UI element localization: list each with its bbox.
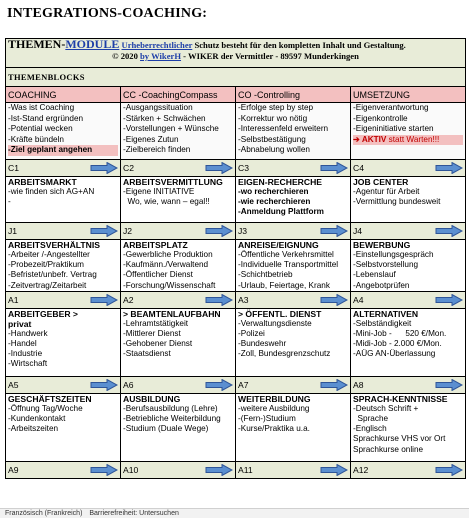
topic-line: -Handel (8, 339, 37, 349)
topic-heading: BEWERBUNG (353, 240, 411, 250)
topic-heading: EIGEN-RECHERCHE (238, 177, 323, 187)
topic-cell (6, 308, 121, 376)
topic-heading: AUSBILDUNG (123, 393, 181, 404)
topic-line: -Befristet/unbefr. Vertrag (8, 270, 97, 280)
category-title: CC -CoachingCompass (121, 87, 236, 103)
topic-line: Wo, wie, wann – egal!! (123, 197, 210, 207)
topic-line: -Einstellungsgespräch (353, 250, 434, 259)
topic-line: -wie recherchieren (238, 197, 311, 207)
topic-line: -(Fern-)Studium (238, 414, 296, 424)
topic-line: -Gehobener Dienst (123, 339, 193, 349)
topic-line: -Industrie (8, 349, 43, 359)
topic-line: -Wirtschaft (8, 359, 48, 369)
topic-line: -Selbständigkeit (353, 318, 412, 328)
code-label: A2 (123, 294, 134, 305)
topic-cell (236, 308, 351, 376)
code-arrow-cell (6, 461, 121, 478)
topic-line: -Mini-Job - 520 €/Mon. (353, 329, 447, 339)
arrow-right-icon (90, 225, 118, 237)
code-arrow-cell (6, 223, 121, 240)
code-arrow-cell (236, 223, 351, 240)
topic-heading: ARBEITSMARKT (8, 177, 77, 187)
arrow-right-icon (205, 294, 233, 306)
topic-line: -wo recherchieren (238, 187, 309, 196)
document-title: INTEGRATIONS-COACHING: (7, 6, 208, 21)
topic-line: -Eigene INITIATIVE (123, 187, 195, 196)
topic-line: -Vermittlung bundesweit (353, 197, 441, 207)
topic-heading: JOB CENTER (353, 177, 409, 187)
topic-line: -Schichtbetrieb (238, 270, 293, 280)
code-arrow-cell (236, 376, 351, 393)
arrow-right-icon (205, 464, 233, 476)
topic-line: -Betriebliche Weiterbildung (123, 414, 221, 424)
topic-line: -Kundenkontakt (8, 414, 66, 424)
code-label: A6 (123, 379, 134, 390)
arrow-right-icon (90, 464, 118, 476)
topic-cell (121, 177, 236, 223)
code-label: J2 (123, 226, 133, 236)
topic-line: -Staatsdienst (123, 349, 171, 359)
category-body: -Ausgangssituation -Stärken + Schwächen -Vorstellungen + Wünsche -Eigenes Zutun -Zielbereich finden (121, 103, 236, 160)
category-title: COACHING (6, 87, 121, 103)
topic-cell (236, 393, 351, 461)
topic-cell (6, 240, 121, 292)
topic-line: -Agentur für Arbeit (353, 187, 420, 196)
arrow-right-icon (205, 225, 233, 237)
topic-cell (236, 240, 351, 292)
category-title: CO -Controlling (236, 87, 351, 103)
code-label: J4 (353, 226, 363, 236)
category-body: -Eigenverantwortung -Eigenkontrolle -Eigeninitiative starten ➔ AKTIV statt Warten!!! (351, 103, 466, 160)
topic-cell (351, 240, 466, 292)
topic-heading: GESCHÄFTSZEITEN (8, 393, 92, 404)
themen-table (5, 38, 466, 479)
topic-heading: SPRACH-KENNTNISSE (353, 393, 448, 404)
code-arrow-cell (121, 291, 236, 308)
code-arrow-cell (236, 160, 351, 177)
topic-cell (351, 308, 466, 376)
language-status[interactable]: Französisch (Frankreich) (5, 510, 83, 517)
topic-heading: ARBEITGEBER > (8, 308, 78, 319)
code-label: C3 (238, 163, 249, 173)
topic-line: -wie finden sich AG+AN (8, 187, 95, 196)
table-header-cell (6, 39, 466, 68)
topic-heading: ARBEITSVERMITTLUNG (123, 177, 223, 187)
arrow-right-icon (320, 294, 348, 306)
code-arrow-cell (6, 376, 121, 393)
topic-cell (121, 308, 236, 376)
topic-line: -Bundeswehr (238, 339, 287, 349)
code-label: C1 (8, 163, 19, 173)
code-arrow-cell (351, 291, 466, 308)
arrow-right-icon (90, 379, 118, 391)
code-label: J3 (238, 226, 248, 236)
topic-line: -Verwaltungsdienste (238, 318, 312, 328)
code-label: A5 (8, 379, 19, 390)
arrow-right-icon (320, 464, 348, 476)
code-arrow-cell (351, 223, 466, 240)
topic-line: -Öffentliche Verkehrsmittel (238, 250, 334, 259)
highlight-text: ➔ AKTIV statt Warten!!! (353, 135, 463, 146)
themenblocks-label: THEMENBLOCKS (6, 68, 466, 87)
code-label: A9 (8, 464, 19, 475)
topic-line: -Individuelle Transportmittel (238, 260, 339, 270)
topic-line: -weitere Ausbildung (238, 403, 310, 413)
topic-heading: ANREISE/EIGNUNG (238, 240, 319, 250)
topic-line: -Midi-Job - 2.000 €/Mon. (353, 339, 442, 349)
topic-heading: > ÖFFENTL. DIENST (238, 308, 322, 319)
topic-heading: ARBEITSVERHÄLTNIS (8, 240, 100, 250)
topic-line: -Lehramtstätigkeit (123, 318, 189, 328)
topic-line: -Arbeitszeiten (8, 424, 59, 434)
code-label: A11 (238, 464, 253, 475)
topic-cell (6, 177, 121, 223)
topic-cell (6, 393, 121, 461)
code-arrow-cell (351, 461, 466, 478)
arrow-right-icon (435, 294, 463, 306)
code-label: C2 (123, 163, 134, 173)
topic-line: -Handwerk (8, 328, 48, 338)
code-arrow-cell (121, 376, 236, 393)
topic-line: Sprachkurse VHS vor Ort (353, 434, 446, 444)
category-body: -Was ist Coaching -Ist-Stand ergründen -Potential wecken -Kräfte bündeln -Ziel geplant angehen (6, 103, 121, 160)
topic-line: -Öffnung Tag/Woche (8, 403, 83, 413)
topic-heading: > BEAMTENLAUFBAHN (123, 308, 221, 319)
topic-line: - (8, 197, 11, 207)
topic-line: -Zoll, Bundesgrenzschutz (238, 349, 331, 359)
accessibility-status[interactable]: Barrierefreiheit: Untersuchen (89, 510, 179, 517)
arrow-right-icon (320, 162, 348, 174)
topic-heading: WEITERBILDUNG (238, 393, 311, 404)
code-arrow-cell (236, 461, 351, 478)
code-label: A4 (353, 294, 364, 305)
topic-line: -AÜG AN-Überlassung (353, 349, 436, 359)
topic-cell (351, 393, 466, 461)
code-label: A8 (353, 379, 364, 390)
topic-line: -Gewerbliche Produktion (123, 250, 213, 259)
arrow-right-icon (205, 162, 233, 174)
code-arrow-cell (121, 160, 236, 177)
arrow-right-icon (90, 294, 118, 306)
topic-line: -Zeitvertrag/Zeitarbeit (8, 280, 87, 290)
topic-line: Sprachkurse online (353, 444, 424, 454)
arrow-right-icon (205, 379, 233, 391)
topic-line: -Englisch (353, 424, 387, 434)
topic-line: Sprache (353, 414, 389, 424)
topic-line: -Studium (Duale Wege) (123, 424, 209, 434)
topic-cell (121, 393, 236, 461)
topic-cell (236, 177, 351, 223)
category-title: UMSETZUNG (351, 87, 466, 103)
arrow-right-icon (435, 464, 463, 476)
topic-heading: ARBEITSPLATZ (123, 240, 188, 250)
topic-heading-2: privat (8, 318, 32, 329)
topic-line: -Selbstvorstellung (353, 260, 419, 270)
topic-line: -Lebenslauf (353, 270, 396, 280)
code-label: A12 (353, 464, 369, 475)
highlight-text: -Ziel geplant angehen (8, 145, 118, 156)
topic-line: -Kurse/Praktika u.a. (238, 424, 310, 434)
code-arrow-cell (236, 291, 351, 308)
code-label: J1 (8, 226, 18, 236)
code-arrow-cell (121, 223, 236, 240)
topic-line: -Forschung/Wissenschaft (123, 280, 216, 290)
header-line-2: © 2020 by WikerH - WIKER der Vermittler - 89597 Munderkingen (112, 51, 359, 61)
topic-line: -Anmeldung Plattform (238, 207, 324, 217)
code-label: A3 (238, 294, 249, 305)
topic-line: -Deutsch Schrift + (353, 403, 419, 413)
code-label: A10 (123, 464, 139, 475)
topic-line: -Öffentlicher Dienst (123, 270, 193, 280)
arrow-right-icon (90, 162, 118, 174)
topic-line: -Polizei (238, 329, 265, 339)
arrow-right-icon (435, 225, 463, 237)
topic-line: -Urlaub, Feiertage, Krank (238, 280, 330, 290)
topic-line: -Kaufmänn./Verwaltend (123, 260, 209, 270)
arrow-right-icon (320, 225, 348, 237)
topic-line: -Mittlerer Dienst (123, 329, 181, 339)
code-arrow-cell (121, 461, 236, 478)
topic-heading: ALTERNATIVEN (353, 308, 419, 319)
code-arrow-cell (6, 160, 121, 177)
header-line-1: THEMEN-MODULE Urheberrechtlicher Schutz besteht für den kompletten Inhalt und Gestaltung. (8, 38, 406, 51)
arrow-right-icon (320, 379, 348, 391)
arrow-right-icon (435, 379, 463, 391)
topic-line: -Angebotprüfen (353, 280, 410, 290)
topic-cell (351, 177, 466, 223)
code-arrow-cell (351, 376, 466, 393)
topic-line: -Probezeit/Praktikum (8, 260, 84, 270)
topic-cell (121, 240, 236, 292)
arrow-right-icon (435, 162, 463, 174)
code-arrow-cell (351, 160, 466, 177)
code-arrow-cell (6, 291, 121, 308)
category-body: -Erfolge step by step -Korrektur wo nötig -Interessenfeld erweitern -Selbstbestätigung -Abnabelung wollen (236, 103, 351, 160)
code-label: C4 (353, 163, 364, 173)
topic-line: -Arbeiter /-Angestellter (8, 250, 90, 259)
topic-line: -Berufsausbildung (Lehre) (123, 403, 218, 413)
code-label: A1 (8, 294, 19, 305)
code-label: A7 (238, 379, 249, 390)
